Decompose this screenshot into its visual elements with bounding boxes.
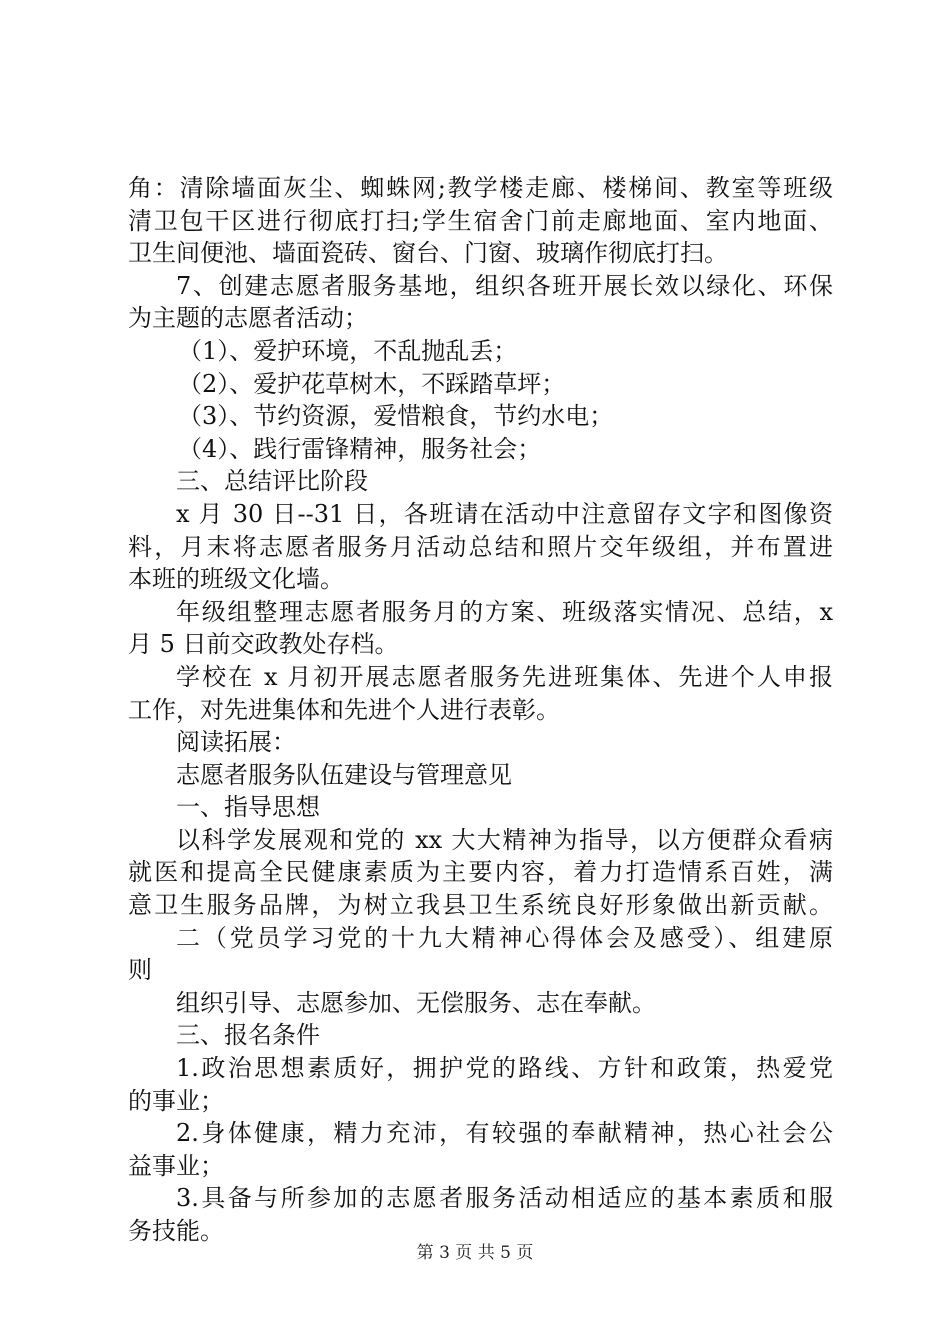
text-line: 志愿者服务队伍建设与管理意见 <box>176 760 512 789</box>
text-line: （1）、爱护环境，不乱抛乱丢； <box>178 336 518 365</box>
text-line: 年级组整理志愿者服务月的方案、班级落实情况、总结，x <box>176 597 833 626</box>
text-line: 2.身体健康，精力充沛，有较强的奉献精神，热心社会公 <box>176 1119 833 1148</box>
text-line: （3）、节约资源，爱惜粮食，节约水电； <box>178 402 614 431</box>
text-line: 益事业； <box>128 1151 224 1180</box>
text-line: 二（党员学习党的十九大精神心得体会及感受）、组建原 <box>176 923 833 952</box>
text-line: 为主题的志愿者活动； <box>128 304 368 333</box>
text-line: 料，月末将志愿者服务月活动总结和照片交年级组，并布置进 <box>128 532 833 561</box>
text-line: 3.具备与所参加的志愿者服务活动相适应的基本素质和服 <box>176 1184 833 1213</box>
text-line: 意卫生服务品牌，为树立我县卫生系统良好形象做出新贡献。 <box>128 891 833 920</box>
text-line: 学校在 x 月初开展志愿者服务先进班集体、先进个人申报 <box>176 662 833 691</box>
text-line: 月 5 日前交政教处存档。 <box>128 630 399 659</box>
text-line: 工作，对先进集体和先进个人进行表彰。 <box>128 695 560 724</box>
text-line: 就医和提高全民健康素质为主要内容，着力打造情系百姓，满 <box>128 858 833 887</box>
text-line: 卫生间便池、墙面瓷砖、窗台、门窗、玻璃作彻底打扫。 <box>128 239 728 268</box>
text-line: 一、指导思想 <box>176 793 320 822</box>
page-number-footer: 第 3 页 共 5 页 <box>416 1243 534 1263</box>
text-line: 以科学发展观和党的 xx 大大精神为指导，以方便群众看病 <box>176 825 833 854</box>
text-line: （2）、爱护花草树木，不踩踏草坪； <box>178 369 566 398</box>
text-line: 则 <box>128 956 152 985</box>
text-line: x 月 30 日--31 日，各班请在活动中注意留存文字和图像资 <box>176 499 833 528</box>
text-line: （4）、践行雷锋精神，服务社会； <box>178 434 542 463</box>
text-line: 的事业； <box>128 1086 224 1115</box>
text-line: 角：清除墙面灰尘、蜘蛛网;教学楼走廊、楼梯间、教室等班级 <box>128 174 833 202</box>
text-line: 组织引导、志愿参加、无偿服务、志在奉献。 <box>176 988 656 1017</box>
text-line: 7、创建志愿者服务基地，组织各班开展长效以绿化、环保 <box>176 271 833 300</box>
text-line: 清卫包干区进行彻底打扫;学生宿舍门前走廊地面、室内地面、 <box>128 206 833 235</box>
text-line: 三、报名条件 <box>176 1021 320 1050</box>
text-line: 本班的班级文化墙。 <box>128 565 344 594</box>
text-line: 1.政治思想素质好，拥护党的路线、方针和政策，热爱党 <box>176 1054 833 1083</box>
text-line: 三、总结评比阶段 <box>176 467 368 496</box>
document-body <box>128 172 833 1248</box>
text-line: 阅读拓展： <box>176 728 296 757</box>
text-line: 务技能。 <box>128 1217 224 1245</box>
